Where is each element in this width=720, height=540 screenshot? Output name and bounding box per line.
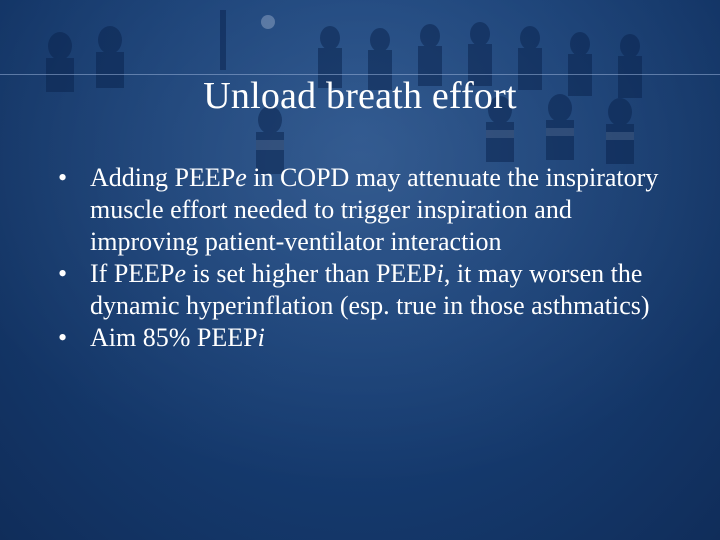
bullet-text: , it may worsen the dynamic hyperinflation (esp. true in those asthmatics) [90, 259, 650, 320]
bullet-text: Adding PEEP [90, 163, 236, 192]
bullet-text: Aim 85% PEEP [90, 323, 258, 352]
bullet-item [58, 162, 678, 258]
bullet-list [58, 162, 678, 354]
bullet-text-italic: e [235, 163, 247, 192]
bullet-item [58, 258, 678, 322]
bullet-marker: • [58, 259, 68, 288]
bullet-text-italic: e [174, 259, 187, 288]
bullet-text: in COPD may attenuate the inspiratory muscle effort needed to trigger inspiration and improving patient-ventilator interaction [90, 163, 659, 256]
bullet-text-italic: i [436, 259, 444, 288]
slide-title: Unload breath effort [203, 75, 517, 117]
bullet-text: If PEEP [90, 259, 175, 288]
bullet-marker: • [58, 163, 68, 192]
bullet-item [58, 322, 678, 354]
bullet-text-italic: i [257, 323, 265, 352]
bullet-marker: • [58, 323, 68, 352]
bullet-text: is set higher than PEEP [186, 259, 437, 288]
